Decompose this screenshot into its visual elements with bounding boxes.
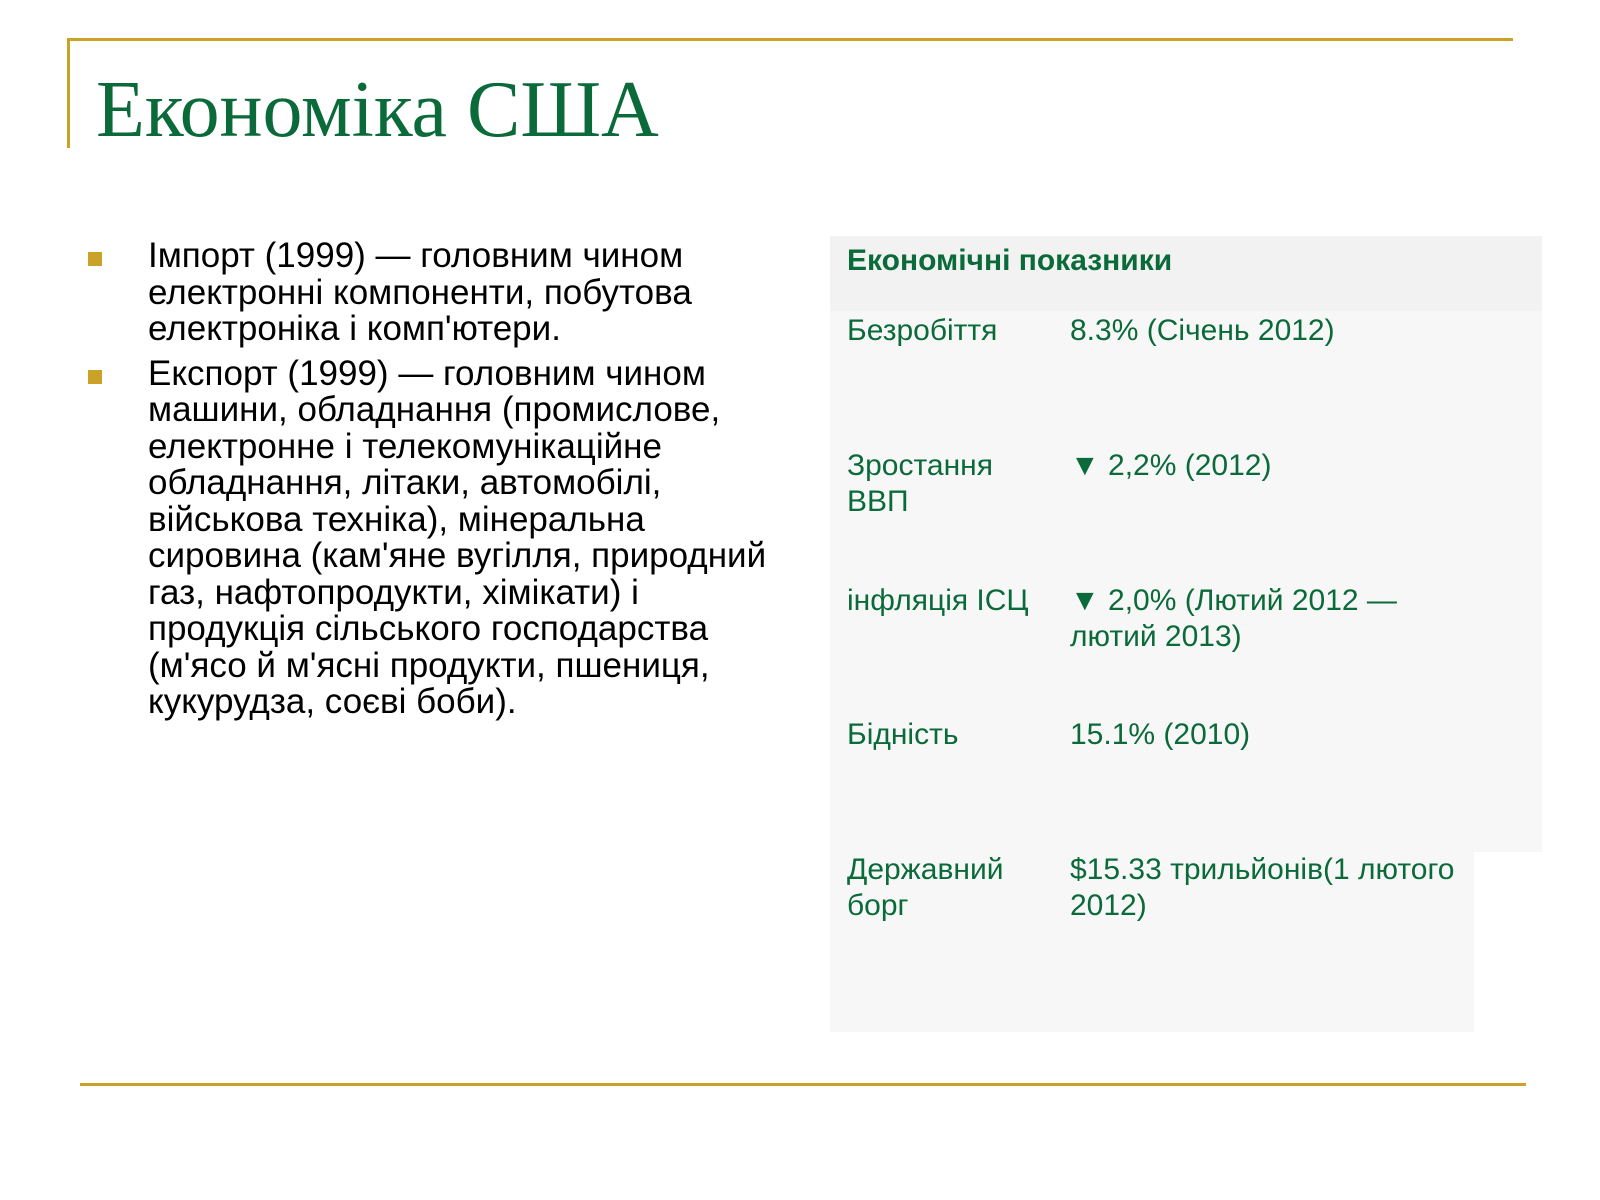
square-bullet-icon: [88, 252, 102, 266]
panel-header-title: Економічні показники: [847, 244, 1173, 277]
slide-title: Економіка США: [96, 66, 659, 154]
indicator-value: 8.3% (Січень 2012): [1070, 314, 1335, 347]
panel-header: [830, 236, 1542, 311]
bullet-list: [80, 238, 780, 729]
indicator-label: Державний борг: [847, 853, 1004, 922]
indicator-value: 15.1% (2010): [1070, 718, 1251, 751]
indicator-value: ▼ 2,0% (Лютий 2012 — лютий 2013): [1070, 584, 1397, 653]
title-left-divider: [67, 38, 70, 148]
indicator-value: ▼ 2,2% (2012): [1070, 449, 1272, 482]
square-bullet-icon: [88, 370, 102, 384]
bullet-item-import: [80, 238, 780, 348]
panel-corner-cutout: [1474, 852, 1542, 1032]
indicator-value: $15.33 трильйонів(1 лютого 2012): [1070, 853, 1455, 922]
bullet-item-export: [80, 353, 780, 721]
indicator-label: інфляція ІСЦ: [847, 584, 1029, 617]
bullet-text: Імпорт (1999) — головним чином електронні компоненти, побутова електроніка і комп'ютери.: [148, 236, 692, 348]
economic-indicators-panel: [830, 236, 1542, 1032]
top-divider: [67, 38, 1513, 41]
indicator-label: Безробіття: [847, 314, 998, 347]
bottom-divider: [80, 1083, 1526, 1086]
indicator-label: Зростання ВВП: [847, 449, 993, 518]
indicator-label: Бідність: [847, 718, 959, 751]
bullet-text: Експорт (1999) — головним чином машини, обладнання (промислове, електронне і телекомунікаційне обладнання, літаки, автомобілі, військова техніка), мінеральна сировина (кам'яне вугілля, природний газ, нафтопродукти, хімікати) і продукція сільського господарства (м'ясо й м'ясні продукти, пшениця, кукурудза, соєві боби).: [148, 353, 767, 721]
